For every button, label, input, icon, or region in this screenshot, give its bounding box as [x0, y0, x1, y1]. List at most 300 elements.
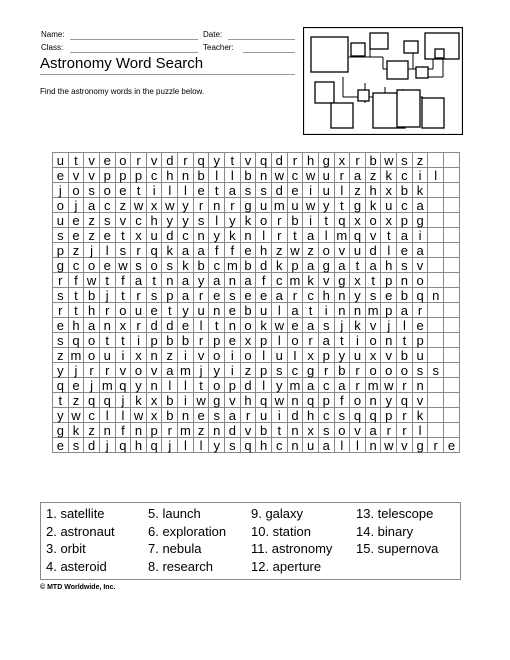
grid-cell: y — [271, 378, 287, 393]
grid-cell: d — [225, 423, 241, 438]
grid-cell: x — [131, 348, 147, 363]
grid-cell: c — [271, 438, 287, 453]
grid-cell: h — [303, 153, 319, 168]
grid-cell: z — [84, 228, 100, 243]
grid-cell: x — [146, 408, 162, 423]
grid-cell: n — [428, 288, 444, 303]
grid-cell: b — [162, 333, 178, 348]
grid-cell: p — [256, 333, 272, 348]
grid-cell — [428, 303, 444, 318]
grid-cell: v — [146, 153, 162, 168]
grid-cell: e — [193, 408, 209, 423]
grid-cell: b — [193, 168, 209, 183]
grid-cell: a — [350, 168, 366, 183]
grid-cell: n — [178, 408, 194, 423]
grid-cell: g — [209, 393, 225, 408]
grid-cell: c — [209, 258, 225, 273]
grid-cell: s — [318, 318, 334, 333]
grid-cell: s — [53, 333, 69, 348]
grid-cell: a — [84, 318, 100, 333]
grid-cell: x — [115, 318, 131, 333]
grid-cell: v — [84, 168, 100, 183]
grid-cell: t — [318, 213, 334, 228]
grid-cell: r — [397, 408, 413, 423]
grid-cell: a — [287, 303, 303, 318]
grid-cell: u — [256, 303, 272, 318]
class-line — [70, 52, 198, 53]
grid-cell: w — [84, 273, 100, 288]
grid-cell — [444, 318, 460, 333]
name-label: Name: — [41, 30, 65, 39]
grid-cell: o — [381, 363, 397, 378]
grid-row — [53, 318, 460, 333]
grid-cell — [428, 333, 444, 348]
grid-cell: c — [303, 288, 319, 303]
grid-cell: k — [225, 228, 241, 243]
grid-cell: c — [271, 273, 287, 288]
grid-cell: l — [350, 438, 366, 453]
grid-cell: y — [334, 348, 350, 363]
grid-cell: l — [178, 183, 194, 198]
grid-cell: y — [178, 213, 194, 228]
grid-cell: z — [162, 348, 178, 363]
grid-cell: d — [240, 378, 256, 393]
grid-cell: y — [209, 438, 225, 453]
grid-row — [53, 168, 460, 183]
grid-cell: k — [303, 273, 319, 288]
grid-cell: r — [240, 408, 256, 423]
grid-cell: p — [99, 168, 115, 183]
grid-cell: y — [53, 363, 69, 378]
grid-cell — [444, 213, 460, 228]
grid-cell: j — [53, 183, 69, 198]
grid-cell — [444, 228, 460, 243]
grid-cell: r — [131, 243, 147, 258]
grid-cell — [428, 153, 444, 168]
grid-cell: w — [303, 168, 319, 183]
grid-cell: x — [146, 198, 162, 213]
grid-cell — [428, 408, 444, 423]
grid-cell: p — [381, 303, 397, 318]
grid-cell: k — [256, 318, 272, 333]
grid-cell: k — [68, 423, 84, 438]
grid-cell — [428, 378, 444, 393]
grid-cell: n — [225, 273, 241, 288]
grid-cell: i — [225, 363, 241, 378]
grid-cell: x — [240, 333, 256, 348]
grid-cell: q — [146, 243, 162, 258]
grid-cell: n — [146, 348, 162, 363]
grid-cell: f — [256, 273, 272, 288]
grid-cell: u — [53, 153, 69, 168]
grid-cell: m — [287, 273, 303, 288]
grid-cell: n — [256, 168, 272, 183]
grid-cell: a — [334, 378, 350, 393]
grid-cell: t — [162, 303, 178, 318]
grid-cell: o — [240, 348, 256, 363]
grid-cell: b — [397, 288, 413, 303]
grid-cell: x — [381, 213, 397, 228]
grid-cell: a — [303, 228, 319, 243]
grid-cell: u — [53, 213, 69, 228]
grid-cell: x — [350, 273, 366, 288]
grid-cell: s — [225, 288, 241, 303]
grid-cell: h — [84, 303, 100, 318]
grid-row — [53, 198, 460, 213]
grid-cell — [428, 213, 444, 228]
grid-cell: t — [115, 228, 131, 243]
grid-cell: b — [162, 393, 178, 408]
grid-cell: v — [240, 153, 256, 168]
grid-cell: q — [350, 228, 366, 243]
grid-cell: d — [162, 228, 178, 243]
grid-cell: q — [303, 393, 319, 408]
grid-cell — [428, 243, 444, 258]
grid-cell: s — [256, 183, 272, 198]
grid-cell: i — [303, 213, 319, 228]
grid-cell: e — [287, 318, 303, 333]
grid-cell: a — [178, 243, 194, 258]
grid-cell: n — [193, 228, 209, 243]
grid-cell: m — [334, 228, 350, 243]
grid-cell: r — [381, 423, 397, 438]
grid-cell: v — [412, 393, 428, 408]
grid-cell: p — [209, 333, 225, 348]
grid-cell: a — [84, 198, 100, 213]
grid-cell: n — [334, 303, 350, 318]
grid-cell: s — [131, 258, 147, 273]
grid-cell: x — [303, 423, 319, 438]
grid-row — [53, 183, 460, 198]
grid-cell — [444, 168, 460, 183]
grid-cell: l — [99, 243, 115, 258]
grid-cell: u — [350, 348, 366, 363]
grid-cell: p — [146, 423, 162, 438]
grid-cell: q — [256, 393, 272, 408]
grid-cell: d — [84, 438, 100, 453]
grid-cell: e — [99, 228, 115, 243]
grid-cell: s — [115, 243, 131, 258]
grid-cell: c — [68, 258, 84, 273]
grid-cell: i — [412, 168, 428, 183]
grid-cell: r — [287, 288, 303, 303]
grid-cell: o — [287, 333, 303, 348]
grid-cell: j — [193, 363, 209, 378]
grid-cell: y — [209, 363, 225, 378]
grid-cell: g — [412, 438, 428, 453]
grid-cell: r — [162, 423, 178, 438]
word-item: 14. binary — [356, 524, 414, 539]
title-underline — [40, 74, 295, 75]
grid-cell: h — [303, 408, 319, 423]
grid-cell: s — [53, 288, 69, 303]
grid-cell: e — [256, 288, 272, 303]
grid-cell: I — [287, 348, 303, 363]
grid-cell: r — [193, 288, 209, 303]
grid-cell: l — [271, 333, 287, 348]
grid-cell: a — [131, 273, 147, 288]
name-line — [70, 39, 198, 40]
grid-cell: p — [146, 333, 162, 348]
grid-cell: v — [84, 153, 100, 168]
grid-cell — [428, 273, 444, 288]
grid-cell: o — [53, 198, 69, 213]
grid-cell — [444, 363, 460, 378]
grid-cell: t — [397, 333, 413, 348]
grid-cell: o — [146, 258, 162, 273]
grid-cell: e — [146, 303, 162, 318]
grid-cell: t — [68, 288, 84, 303]
grid-cell — [444, 273, 460, 288]
grid-cell: e — [225, 303, 241, 318]
grid-cell: l — [256, 378, 272, 393]
grid-cell: f — [334, 393, 350, 408]
grid-cell: e — [397, 243, 413, 258]
grid-cell: n — [397, 273, 413, 288]
grid-cell: s — [162, 258, 178, 273]
grid-cell: y — [381, 393, 397, 408]
grid-cell: r — [350, 363, 366, 378]
grid-cell: z — [193, 423, 209, 438]
grid-cell: t — [287, 228, 303, 243]
grid-cell: e — [68, 213, 84, 228]
grid-cell: t — [381, 228, 397, 243]
grid-cell: i — [115, 348, 131, 363]
grid-cell: m — [287, 378, 303, 393]
grid-cell: w — [381, 378, 397, 393]
grid-cell: q — [115, 378, 131, 393]
grid-cell: w — [131, 408, 147, 423]
grid-cell: a — [162, 363, 178, 378]
grid-cell: v — [115, 363, 131, 378]
grid-row — [53, 438, 460, 453]
word-list-box — [40, 502, 461, 580]
grid-cell: s — [146, 288, 162, 303]
grid-cell: e — [53, 438, 69, 453]
grid-cell: j — [99, 438, 115, 453]
grid-cell: z — [84, 423, 100, 438]
grid-cell — [444, 153, 460, 168]
grid-cell: j — [334, 318, 350, 333]
grid-cell: x — [146, 393, 162, 408]
grid-cell — [428, 228, 444, 243]
grid-cell: v — [334, 243, 350, 258]
grid-cell: y — [193, 273, 209, 288]
grid-cell: k — [381, 168, 397, 183]
grid-cell: u — [381, 198, 397, 213]
grid-cell: h — [256, 243, 272, 258]
grid-cell: n — [365, 393, 381, 408]
grid-cell: n — [381, 333, 397, 348]
grid-cell: s — [318, 423, 334, 438]
grid-cell: x — [334, 153, 350, 168]
grid-cell: e — [53, 168, 69, 183]
grid-row — [53, 243, 460, 258]
grid-cell: k — [271, 258, 287, 273]
grid-cell: h — [365, 183, 381, 198]
grid-cell: o — [318, 243, 334, 258]
grid-cell: a — [209, 273, 225, 288]
grid-cell — [444, 243, 460, 258]
grid-cell: t — [271, 423, 287, 438]
grid-cell: r — [99, 303, 115, 318]
grid-cell: e — [193, 183, 209, 198]
grid-cell: o — [365, 213, 381, 228]
grid-cell: g — [53, 423, 69, 438]
grid-cell: i — [225, 348, 241, 363]
grid-cell — [428, 393, 444, 408]
grid-cell: v — [397, 438, 413, 453]
grid-cell: e — [209, 288, 225, 303]
grid-cell: h — [256, 438, 272, 453]
grid-cell: t — [99, 333, 115, 348]
grid-cell: n — [287, 423, 303, 438]
grid-row — [53, 288, 460, 303]
grid-cell: g — [240, 198, 256, 213]
grid-cell: y — [209, 228, 225, 243]
grid-cell: l — [381, 243, 397, 258]
grid-row — [53, 258, 460, 273]
grid-cell: u — [303, 438, 319, 453]
grid-cell: f — [115, 423, 131, 438]
grid-cell: y — [178, 303, 194, 318]
grid-cell: l — [397, 318, 413, 333]
grid-cell: o — [115, 153, 131, 168]
grid-cell: v — [365, 318, 381, 333]
grid-cell: s — [99, 213, 115, 228]
grid-cell: d — [271, 183, 287, 198]
grid-cell: n — [350, 303, 366, 318]
grid-cell: s — [209, 408, 225, 423]
grid-cell: h — [131, 438, 147, 453]
grid-cell: d — [162, 153, 178, 168]
grid-row — [53, 408, 460, 423]
grid-cell: c — [287, 363, 303, 378]
word-item: 13. telescope — [356, 506, 434, 521]
grid-cell: y — [350, 288, 366, 303]
grid-cell: w — [381, 153, 397, 168]
grid-cell: e — [412, 318, 428, 333]
grid-cell: c — [178, 228, 194, 243]
grid-cell: f — [115, 273, 131, 288]
grid-cell: v — [115, 213, 131, 228]
grid-cell: q — [334, 213, 350, 228]
grid-cell: z — [84, 213, 100, 228]
grid-cell: v — [225, 393, 241, 408]
grid-cell: w — [271, 168, 287, 183]
grid-cell: d — [256, 258, 272, 273]
grid-cell: o — [99, 183, 115, 198]
grid-cell: l — [178, 378, 194, 393]
grid-cell: c — [397, 168, 413, 183]
grid-cell — [444, 423, 460, 438]
grid-cell: b — [162, 408, 178, 423]
grid-cell: n — [146, 378, 162, 393]
grid-cell: b — [178, 333, 194, 348]
grid-cell — [444, 333, 460, 348]
grid-cell: v — [318, 273, 334, 288]
grid-cell: l — [99, 408, 115, 423]
word-item: 2. astronaut — [46, 524, 115, 539]
grid-cell — [444, 183, 460, 198]
grid-cell: y — [131, 378, 147, 393]
grid-cell: y — [53, 408, 69, 423]
grid-cell: w — [193, 393, 209, 408]
word-item: 1. satellite — [46, 506, 105, 521]
grid-cell: o — [209, 348, 225, 363]
grid-cell: b — [84, 288, 100, 303]
grid-cell: h — [318, 288, 334, 303]
grid-cell: p — [256, 363, 272, 378]
grid-cell: a — [193, 243, 209, 258]
grid-cell: u — [287, 198, 303, 213]
grid-cell: a — [365, 423, 381, 438]
grid-cell: r — [287, 153, 303, 168]
grid-cell: i — [412, 228, 428, 243]
grid-cell: a — [318, 333, 334, 348]
grid-cell: q — [350, 408, 366, 423]
grid-cell: a — [303, 378, 319, 393]
grid-cell: k — [162, 243, 178, 258]
grid-cell: s — [68, 438, 84, 453]
grid-cell: r — [318, 363, 334, 378]
grid-cell: m — [178, 423, 194, 438]
grid-cell: t — [193, 378, 209, 393]
grid-cell: o — [209, 378, 225, 393]
grid-cell: n — [178, 168, 194, 183]
grid-cell: n — [365, 438, 381, 453]
grid-cell: o — [240, 318, 256, 333]
grid-cell: a — [365, 258, 381, 273]
grid-cell: t — [115, 288, 131, 303]
grid-cell: x — [350, 213, 366, 228]
grid-cell — [444, 198, 460, 213]
page-title: Astronomy Word Search — [40, 55, 204, 72]
class-label: Class: — [41, 43, 64, 52]
grid-cell: e — [240, 243, 256, 258]
grid-cell: b — [193, 258, 209, 273]
grid-cell: c — [146, 168, 162, 183]
grid-cell: i — [178, 348, 194, 363]
grid-cell — [444, 258, 460, 273]
grid-cell — [428, 258, 444, 273]
grid-cell: z — [271, 243, 287, 258]
grid-cell: o — [334, 423, 350, 438]
word-item: 15. supernova — [356, 541, 439, 556]
grid-cell: p — [53, 243, 69, 258]
grid-cell: m — [178, 363, 194, 378]
grid-cell: p — [397, 213, 413, 228]
grid-cell: a — [225, 183, 241, 198]
grid-cell: s — [397, 153, 413, 168]
grid-cell: e — [287, 183, 303, 198]
grid-cell: t — [131, 183, 147, 198]
grid-cell: l — [193, 438, 209, 453]
grid-cell: s — [412, 363, 428, 378]
grid-cell: w — [303, 198, 319, 213]
grid-cell: c — [397, 198, 413, 213]
grid-cell: u — [271, 348, 287, 363]
grid-cell: u — [256, 408, 272, 423]
grid-cell: b — [397, 183, 413, 198]
grid-cell: q — [397, 393, 413, 408]
grid-cell: t — [146, 273, 162, 288]
grid-cell: k — [178, 258, 194, 273]
grid-cell: l — [318, 228, 334, 243]
grid-row — [53, 363, 460, 378]
grid-cell: k — [412, 408, 428, 423]
grid-cell: l — [225, 168, 241, 183]
